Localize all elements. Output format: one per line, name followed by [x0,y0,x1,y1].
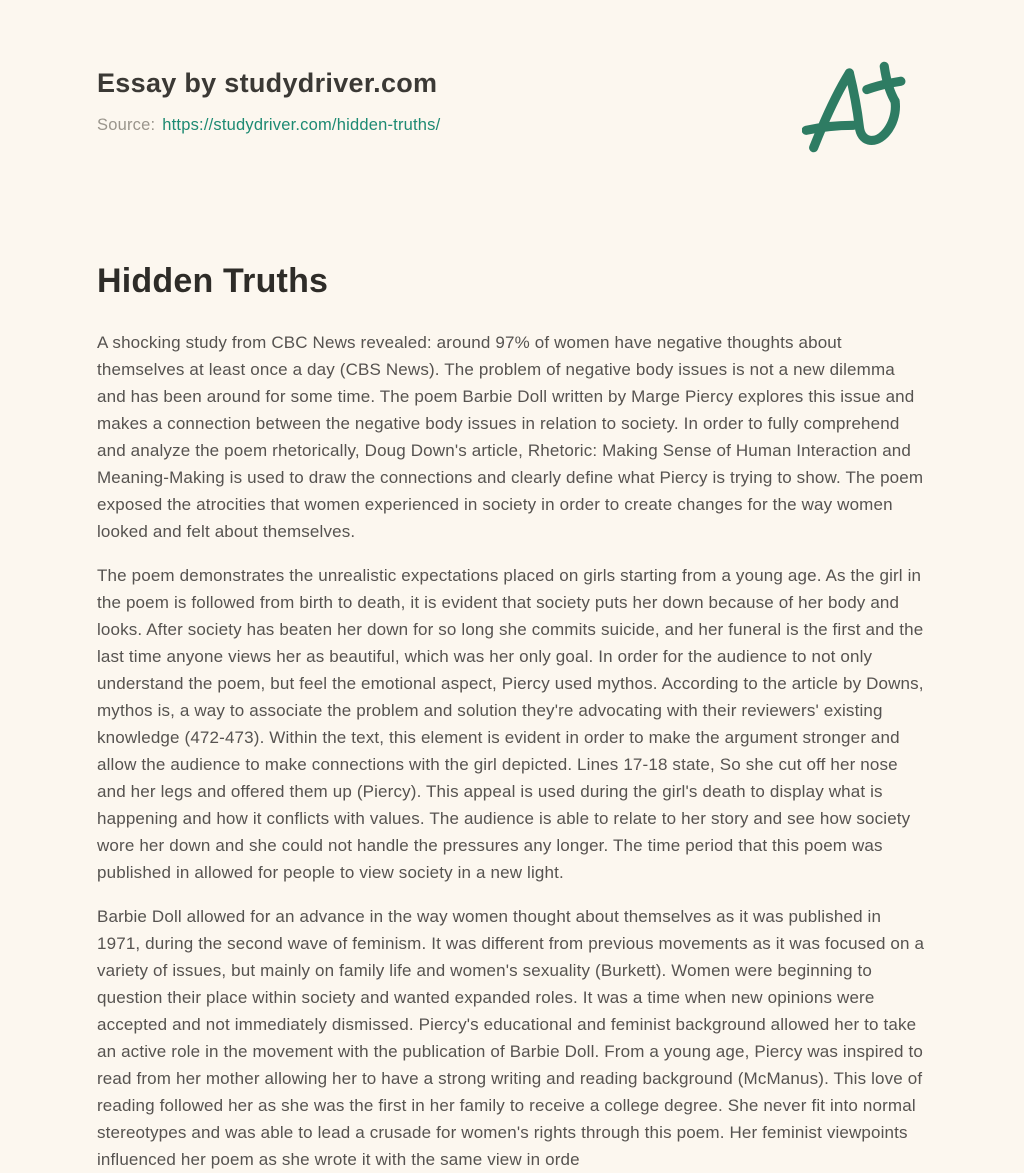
a-plus-logo-icon [802,58,920,166]
essay-paragraph-2: The poem demonstrates the unrealistic expectations placed on girls starting from a young age. As the girl in the poem is followed from birth to death, it is evident that society puts her down because of her body and looks. After society has beaten her down for so long she commits suicide, and her funeral is the first and the last time anyone views her as beautiful, which was her only goal. In order for the audience to not only understand the poem, but feel the emotional aspect, Piercy used mythos. According to the article by Downs, mythos is, a way to associate the problem and solution they're advocating with their reviewers' existing knowledge (472-473). Within the text, this element is evident in order to make the argument stronger and allow the audience to make connections with the girl depicted. Lines 17-18 state, So she cut off her nose and her legs and offered them up (Piercy). This appeal is used during the girl's death to display what is happening and how it conflicts with values. The audience is able to relate to her story and see how society wore her down and she could not handle the pressures any longer. The time period that this poem was published in allowed for people to view society in a new light. [97,566,924,882]
header-text-block [97,52,440,135]
source-line [97,116,440,135]
essay-paragraph-1: A shocking study from CBC News revealed: around 97% of women have negative thoughts about themselves at least once a day (CBS News). The problem of negative body issues is not a new dilemma and has been around for some time. The poem Barbie Doll written by Marge Piercy explores this issue and makes a connection between the negative body issues in relation to society. In order to fully comprehend and analyze the poem rhetorically, Doug Down's article, Rhetoric: Making Sense of Human Interaction and Meaning-Making is used to draw the connections and clearly define what Piercy is trying to show. The poem exposed the atrocities that women experienced in society in order to create changes for the way women looked and felt about themselves. [97,333,924,541]
essay-by-heading: Essay by studydriver.com [97,68,438,98]
source-label: Source: [97,116,156,134]
source-link[interactable]: https://studydriver.com/hidden-truths/ [162,116,441,134]
essay-body [97,329,928,1173]
essay-title: Hidden Truths [97,262,329,300]
header [97,52,928,166]
essay-paragraph-3: Barbie Doll allowed for an advance in the way women thought about themselves as it was published in 1971, during the second wave of feminism. It was different from previous movements as it was focused on a variety of issues, but mainly on family life and women's sexuality (Burkett). Women were beginning to question their place within society and wanted expanded roles. It was a time when new opinions were accepted and not immediately dismissed. Piercy's educational and feminist background allowed her to take an active role in the movement with the publication of Barbie Doll. From a young age, Piercy was inspired to read from her mother allowing her to have a strong writing and reading background (McManus). This love of reading followed her as she was the first in her family to receive a college degree. She never fit into normal stereotypes and was able to lead a crusade for women's rights through this poem. Her feminist viewpoints influenced her poem as she wrote it with the same view in orde [97,907,925,1169]
essay-content [97,262,928,1173]
